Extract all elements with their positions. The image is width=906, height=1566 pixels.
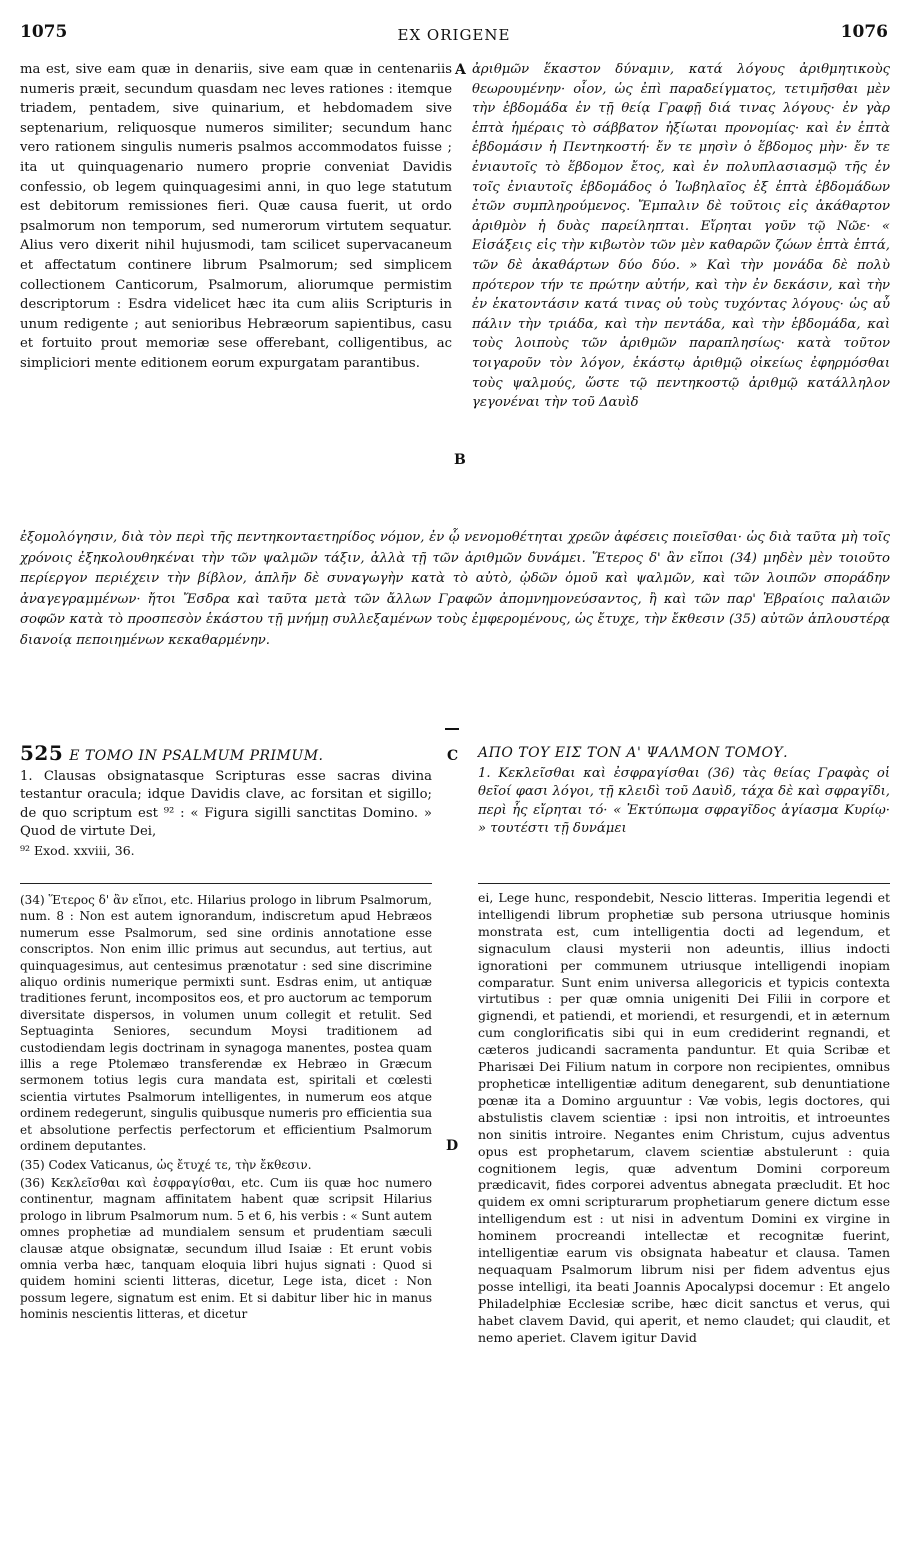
section-separator	[445, 728, 459, 730]
margin-marker-c: C	[447, 748, 459, 764]
section-number: 525	[20, 741, 64, 765]
section-latin-text: 1. Clausas obsignatasque Scripturas esse sacras divina testantur oracula; idque Davidis clave, ac forsitan et sigillo; de quo scriptum est ⁹² : « Figura sigilli sanctitas Domino. » Quod de virtute Dei,	[20, 768, 432, 840]
notes-right-column	[478, 890, 890, 1346]
latin-column-top	[20, 60, 452, 374]
note-35: (35) Codex Vaticanus, ὡς ἔτυχέ τε, τὴν ἔκθεσιν.	[20, 1157, 312, 1172]
margin-marker-d: D	[446, 1138, 459, 1154]
greek-section	[478, 744, 890, 839]
section-heading-greek: ΑΠΟ ΤΟΥ ΕΙΣ ΤΟΝ Α' ΨΑΛΜΟΝ ΤΟΜΟΥ.	[478, 745, 789, 761]
greek-full-width-paragraph	[20, 528, 890, 651]
page-number-left: 1075	[20, 22, 68, 42]
footnote-rule-left	[20, 883, 432, 884]
page-number-right: 1076	[840, 22, 888, 42]
footnote-rule-right	[478, 883, 890, 884]
running-title: EX ORIGENE	[397, 26, 511, 44]
greek-column-top	[472, 60, 890, 413]
margin-marker-b: B	[454, 452, 466, 468]
greek-continuation: ἐξομολόγησιν, διὰ τὸν περὶ τῆς πεντηκονταετηρίδος νόμον, ἐν ᾧ νενομοθέτηται χρεῶν ἀφέσεις ποιεῖσθαι· ὡς διὰ ταῦτα μὴ τοῖς χρόνοις ἐξηκολουθηκέναι τὴν τῶν ψαλμῶν τάξιν, ἀλλὰ τῇ τῶν ἀριθμῶν δυνάμει. Ἕτερος δ' ἂν εἴποι (34) μηδὲν μὲν τοιοῦτο περίεργον περιέχειν τὴν βίβλον, ἁπλῆν δὲ συναγωγὴν κατὰ τὸ αὐτὸ, ᾠδῶν ὁμοῦ καὶ ψαλμῶν, καὶ τῶν λοιπῶν σποράδην ἀναγεγραμμένων· ἤτοι Ἔσδρα καὶ ταῦτα μετὰ τῶν ἄλλων Γραφῶν ἀπομνημονεύσαντος, ἢ καὶ τῶν παρ' Ἑβραίοις παλαιῶν σοφῶν κατὰ τὸ προσπεσὸν ἑκάστου τῇ μνήμῃ συλλεξαμένων τοὺς ἐμφερομένους, ὡς ἔτυχε, τὴν ἔκθεσιν (35) αὐτῶν ἁπλουστέρᾳ διανοίᾳ πεποιημένων κεκαθαρμένην.	[20, 530, 890, 648]
note-36: (36) Κεκλεῖσθαι καὶ ἐσφραγίσθαι, etc. Cum iis quæ hoc numero continentur, magnam affinitatem habent quæ scripsit Hilarius prologo in librum Psalmorum num. 5 et 6, his verbis : « Sunt autem omnes prophetiæ ad mundialem sensum et prudentiam sæculi clausæ atque obsignatæ, secundum illud Isaiæ : Et erunt vobis omnia verba hæc, tanquam eloquia libri hujus signati : Quod si quidem homini scienti litteras, dicetur, Lege ista, dicet : Non possum legere, signatum est enim. Et si dabitur liber hic in manus hominis nescientis litteras, et dicetur	[20, 1175, 432, 1322]
margin-marker-a: A	[455, 62, 466, 78]
section-title-latin: E TOMO IN PSALMUM PRIMUM.	[69, 748, 324, 764]
latin-paragraph-top: ma est, sive eam quæ in denariis, sive eam quæ in centenariis numeris præit, secundum quasdam nec leves rationes : itemque triadem, pentadem, sive quinarium, et hebdomadem sive septenarium, reliquosque numeros similiter; secundum hanc vero rationem singulis numeris psalmos accommodatos fuisse ; ita ut quinquagenario numero proprie conveniat Davidis confessio, ob legem quinquagesimi anni, in quo lege statutum est debitorum remissiones fieri. Quæ causa fuerit, ut ordo psalmorum non temporum, sed numerorum virtutem sequatur. Alius vero dixerit nihil hujusmodi, tam scilicet supervacaneum et affectatum continere librum Psalmorum; sed simplicem collectionem Canticorum, Psalmorum, aliorumque permistim descriptorum : Esdra videlicet hæc ita cum aliis Scripturis in unum redigente ; aut senioribus Hebræorum sapientibus, casu et fortuito prout memoriæ sese offerebant, colligentibus, ac simpliciori mente editionem eorum expurgatam parantibus.	[20, 62, 452, 371]
note-34: (34) Ἕτερος δ' ἂν εἴποι, etc. Hilarius prologo in librum Psalmorum, num. 8 : Non est autem ignorandum, indiscretum apud Hebræos numerum esse Psalmorum, sed sine ordinis annotatione esse conscriptos. Non enim illic primus aut secundus, aut tertius, aut quinquagesimus, aut centesimus prænotatur : sed sine discrimine aliquo ordinis numerique permixti sunt. Esdras enim, ut antiquæ traditiones ferunt, incompositos eos, et pro auctorum ac temporum diversitate dispersos, in volumen unum collegit et retulit. Sed Septuaginta Seniores, secundum Moysi traditionem ad custodiendam legis doctrinam in synagoga manentes, postea quam illis a rege Ptolemæo transferendæ ex Hebræo in Græcum sermonem totius legis cura mandata est, spiritali et cœlesti scientia virtutes Psalmorum intelligentes, in numerum eos atque ordinem redegerunt, singulis quibusque numeris pro efficientia sua et absolutione perfectis perfectorum et efficientium Psalmorum ordinem deputantes.	[20, 893, 432, 1154]
section-heading-latin	[20, 741, 432, 766]
notes-left-column	[20, 890, 432, 1323]
running-head	[20, 22, 888, 50]
greek-paragraph-top: ἀριθμῶν ἕκαστον δύναμιν, κατά λόγους ἀριθμητικοὺς θεωρουμένην· οἷον, ὡς ἐπὶ παραδείγματος, τετιμῆσθαι μὲν τὴν ἑβδομάδα ἐν τῇ θείᾳ Γραφῇ διά τινας λόγους· ἐν γὰρ ἑπτὰ ἡμέραις τὸ σάββατον ἠξίωται προνομίας· καὶ ἐν ἑπτὰ ἑβδομάσιν ἡ Πεντηκοστή· ἔν τε μησὶν ὁ ἕβδομος μὴν· ἔν τε ἐνιαυτοῖς τὸ ἕβδομον ἔτος, καὶ ἐν πολυπλασιασμῷ τῆς ἐν τοῖς ἐνιαυτοῖς ἑβδομάδος ὁ Ἰωβηλαῖος ἐξ ἑπτὰ ἑβδομάδων ἐτῶν συμπληρούμενος. Ἔμπαλιν δὲ τοῦτοις εἰς ἀκάθαρτον ἀριθμὸν ἡ δυὰς παρείληπται. Εἴρηται γοῦν τῷ Νῶε· « Εἰσάξεις εἰς τὴν κιβωτὸν τῶν μὲν καθαρῶν ζώων ἑπτὰ ἑπτά, τῶν δὲ ἀκαθάρτων δύο δύο. » Καὶ τὴν μονάδα δὲ πολὺ πρότερον τήν τε πρώτην αὐτήν, καὶ τὴν ἐν δεκάσιν, καὶ τὴν ἐν ἑκατοντάσιν κατά τινας οὐ τοὺς τυχόντας λόγους· ὡς αὖ πάλιν τὴν τριάδα, καὶ τὴν πεντάδα, καὶ τὴν ἑβδομάδα, καὶ τοὺς λοιποὺς τῶν ἀριθμῶν παραπλησίως· κατὰ τοῦτον τοιγαροῦν τὸν λόγον, ἑκάστῳ ἀριθμῷ οἰκείως ἐφηρμόσθαι τοὺς ψαλμούς, ὥστε τῷ πεντηκοστῷ ἀριθμῷ κατάλληλον γεγονέναι τὴν τοῦ Δαυὶδ	[472, 62, 890, 411]
note-36-continuation: ei, Lege hunc, respondebit, Nescio litteras. Imperitia legendi et intelligendi librum prophetiæ sub persona utriusque hominis monstrata est, cum intelligentia docti ad legendum, et signaculum clausi mysterii non adeuntis, illius indocti ignorationi per communem utriusque intelligendi inopiam comparatur. Sunt enim universa allegoricis et typicis contexta virtutibus : per quæ omnia unigeniti Dei Filii in corpore et gignendi, et patiendi, et moriendi, et resurgendi, et in æternum cum conglorificatis sibi qui in eum crediderint regnandi, et cæteros judicandi sacramenta panduntur. Et quia Scribæ et Pharisæi Dei Filium natum in corpore non recipientes, omnibus propheticæ intelligentiæ aditum denegarent, sub denuntiatione pœnæ ita a Domino arguuntur : Væ vobis, legis doctores, qui abstulistis clavem scientiæ : ipsi non introitis, et introeuntes non sinitis introire. Negantes enim Christum, cujus adventus opus est prophetarum, clavem scientiæ abstulerunt : quia cognitionem legis, quæ adventum Domini corporeum prædicavit, fides corporei adventus abnegata præcludit. Et hoc quidem ex omni scripturarum prophetiarum genere dictum esse intelligendum est : ut nisi in adventum Domini ex virgine in hominem procreandi intellectæ et recognitæ fuerint, intelligentiæ earum vis obsignata habeatur et clausa. Tamen nequaquam Psalmorum librum nisi per fidem adventus ejus posse intelligi, ita beati Joannis Apocalypsi docemur : Et angelo Philadelphiæ Ecclesiæ scribe, hæc dicit sanctus et verus, qui habet clavem David, qui aperit, et nemo claudet; qui claudit, et nemo aperiet. Clavem igitur David	[478, 890, 890, 1345]
footnote-reference: ⁹² Exod. xxviii, 36.	[20, 842, 135, 858]
section-greek-text: 1. Κεκλεῖσθαι καὶ ἐσφραγίσθαι (36) τὰς θείας Γραφὰς οἱ θεῖοί φασι λόγοι, τῇ κλειδὶ τοῦ Δαυὶδ, τάχα δὲ καὶ σφραγῖδι, περὶ ἧς εἴρηται τό· « Ἐκτύπωμα σφραγῖδος ἁγίασμα Κυρίῳ· » τουτέστι τῇ δυνάμει	[478, 765, 890, 837]
latin-section	[20, 741, 432, 861]
